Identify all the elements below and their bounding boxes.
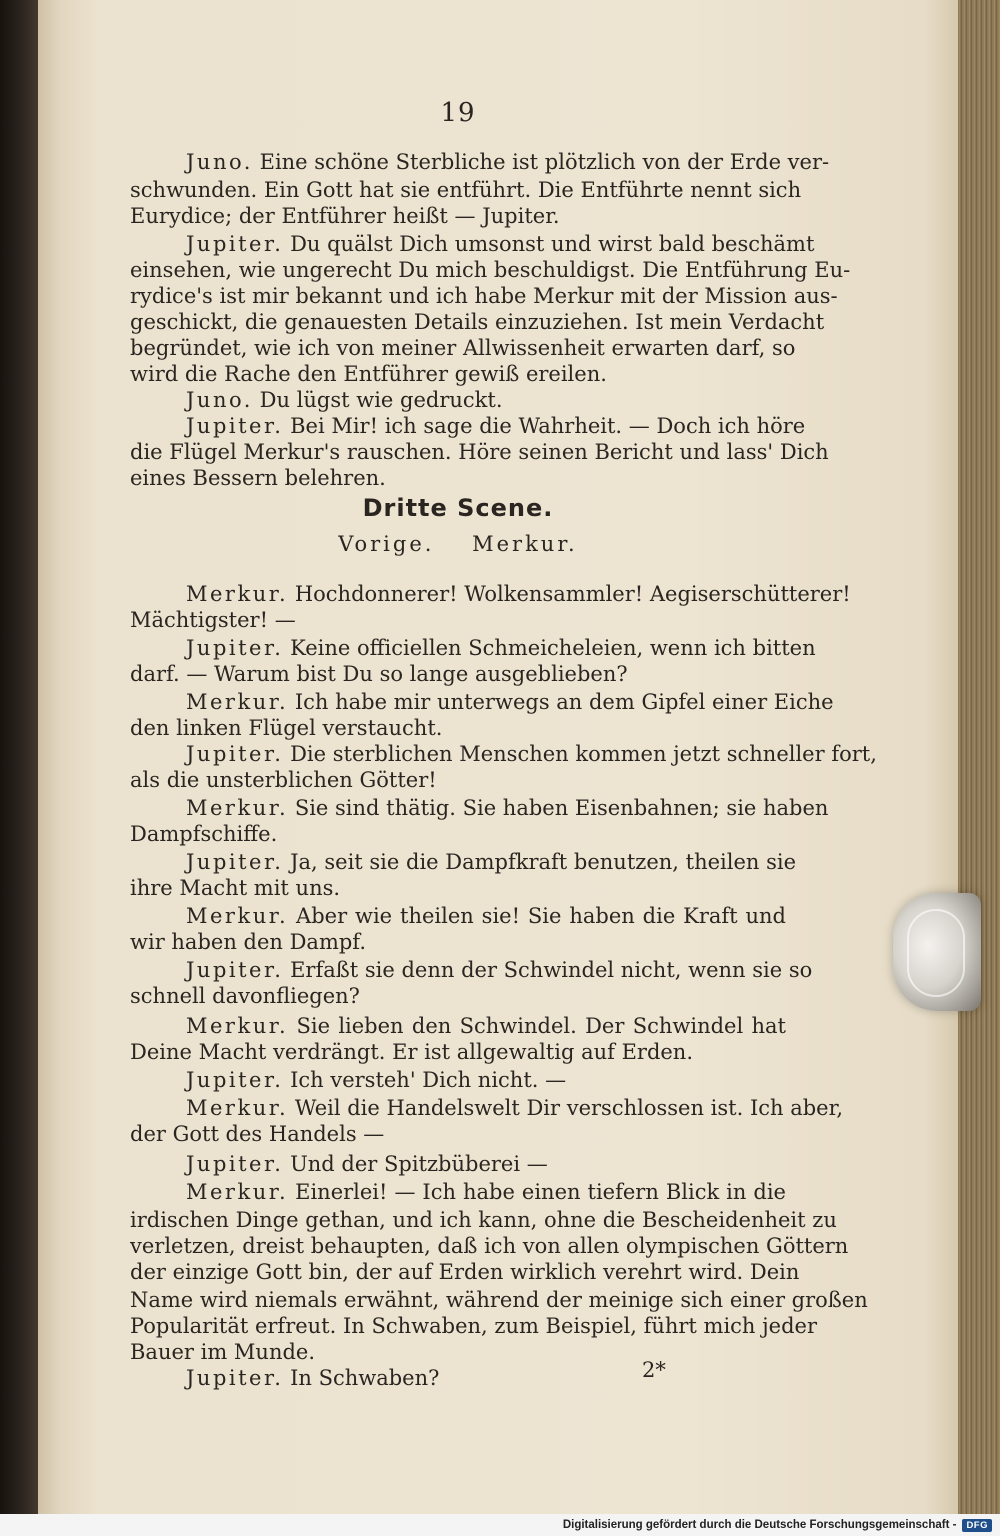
line-text: Ja, seit sie die Dampfkraft benutzen, theilen sie: [290, 850, 797, 874]
text-line: [130, 178, 802, 203]
text-line: [130, 336, 796, 361]
text-line: [130, 690, 834, 715]
text-line: [130, 876, 786, 901]
text-line: [130, 1340, 786, 1365]
speaker-name: Merkur.: [186, 904, 289, 928]
text-line: [130, 1040, 786, 1065]
line-text: irdischen Dinge gethan, und ich kann, ohne die Bescheidenheit zu: [130, 1208, 837, 1232]
text-line: [130, 414, 806, 439]
line-text: wird die Rache den Entführer gewiß ereilen.: [130, 362, 607, 386]
text-line: [130, 150, 830, 175]
text-line: [130, 768, 786, 793]
line-text: Ich habe mir unterwegs an dem Gipfel einer Eiche: [294, 690, 834, 714]
line-text: geschickt, die genauesten Details einzuziehen. Ist mein Verdacht: [130, 310, 825, 334]
line-text: begründet, wie ich von meiner Allwissenheit erwarten darf, so: [130, 336, 796, 360]
line-text: Bei Mir! ich sage die Wahrheit. — Doch ich höre: [290, 414, 806, 438]
text-line: [130, 1260, 800, 1285]
text-line: [130, 636, 816, 661]
speaker-name: Juno.: [186, 150, 253, 174]
speaker-name: Jupiter.: [186, 850, 284, 874]
text-line: [130, 582, 851, 607]
text-line: [130, 1180, 786, 1205]
line-text: Die sterblichen Menschen kommen jetzt schneller fort,: [290, 742, 877, 766]
speaker-name: Jupiter.: [186, 1068, 284, 1092]
text-line: [130, 1366, 786, 1391]
line-text: Dampfschiffe.: [130, 822, 278, 846]
text-line: [130, 958, 813, 983]
line-text: Sie sind thätig. Sie haben Eisenbahnen; sie haben: [294, 796, 829, 820]
line-text: schnell davonfliegen?: [130, 984, 360, 1008]
line-text: Du lügst wie gedruckt.: [259, 388, 503, 412]
line-text: Ich versteh' Dich nicht. —: [290, 1068, 567, 1092]
line-text: Popularität erfreut. In Schwaben, zum Beispiel, führt mich jeder: [130, 1314, 817, 1338]
line-text: Bauer im Munde.: [130, 1340, 316, 1364]
text-line: [130, 822, 786, 847]
page-clip: [893, 893, 981, 1011]
book-gutter: [0, 0, 42, 1536]
speaker-name: Merkur.: [186, 582, 289, 606]
speaker-name: Jupiter.: [186, 636, 284, 660]
footer: [563, 1516, 992, 1534]
line-text: Du quälst Dich umsonst und wirst bald beschämt: [290, 232, 815, 256]
text-line: [130, 1152, 786, 1177]
line-text: Mächtigster! —: [130, 608, 296, 632]
line-text: Aber wie theilen sie! Sie haben die Kraft und: [296, 904, 786, 928]
text-line: [130, 904, 786, 929]
speaker-name: Jupiter.: [186, 742, 284, 766]
line-text: eines Bessern belehren.: [130, 466, 386, 490]
line-text: wir haben den Dampf.: [130, 930, 367, 954]
text-line: [130, 388, 786, 413]
speaker-name: Jupiter.: [186, 414, 284, 438]
text-line: [130, 930, 786, 955]
page-number: 19: [440, 98, 476, 128]
speaker-name: Merkur.: [186, 1014, 289, 1038]
text-line: [130, 440, 829, 465]
speaker-name: Merkur.: [186, 1096, 289, 1120]
speaker-name: Jupiter.: [186, 232, 284, 256]
line-text: verletzen, dreist behaupten, daß ich von allen olympischen Göttern: [130, 1234, 849, 1258]
line-text: schwunden. Ein Gott hat sie entführt. Die Entführte nennt sich: [130, 178, 802, 202]
line-text: Name wird niemals erwähnt, während der meinige sich einer großen: [130, 1288, 868, 1312]
speaker-name: Merkur.: [186, 796, 289, 820]
line-text: darf. — Warum bist Du so lange ausgeblieben?: [130, 662, 628, 686]
scene-heading: Dritte Scene.: [362, 494, 554, 522]
speaker-name: Jupiter.: [186, 1152, 284, 1176]
text-line: [130, 1096, 843, 1121]
text-line: [130, 1314, 817, 1339]
line-text: Weil die Handelswelt Dir verschlossen ist. Ich aber,: [294, 1096, 843, 1120]
text-line: [130, 204, 786, 229]
line-text: Sie lieben den Schwindel. Der Schwindel hat: [296, 1014, 786, 1038]
text-line: [130, 1014, 786, 1039]
text-line: [130, 362, 786, 387]
text-line: [130, 796, 829, 821]
text-line: [130, 1122, 786, 1147]
line-text: als die unsterblichen Götter!: [130, 768, 437, 792]
speaker-name: Merkur.: [186, 1180, 289, 1204]
text-line: [130, 742, 877, 767]
footer-text: Digitalisierung gefördert durch die Deutsche Forschungsgemeinschaft -: [562, 1519, 957, 1531]
line-text: einsehen, wie ungerecht Du mich beschuldigst. Die Entführung Eu-: [130, 258, 851, 282]
text-line: [130, 232, 815, 257]
line-text: Einerlei! — Ich habe einen tiefern Blick in die: [295, 1180, 786, 1204]
line-text: den linken Flügel verstaucht.: [130, 716, 443, 740]
scene-cast: Vorige. Merkur.: [338, 532, 578, 556]
line-text: Und der Spitzbüberei —: [290, 1152, 548, 1176]
text-line: [130, 1208, 837, 1233]
dfg-logo[interactable]: DFG: [962, 1519, 992, 1532]
text-line: [130, 1288, 868, 1313]
text-line: [130, 984, 786, 1009]
signature-mark: 2*: [642, 1358, 666, 1382]
text-line: [130, 1068, 786, 1093]
line-text: Eine schöne Sterbliche ist plötzlich von der Erde ver-: [259, 150, 830, 174]
text-line: [130, 466, 786, 491]
line-text: rydice's ist mir bekannt und ich habe Merkur mit der Mission aus-: [130, 284, 838, 308]
speaker-name: Juno.: [186, 388, 253, 412]
speaker-name: Merkur.: [186, 690, 289, 714]
line-text: Hochdonnerer! Wolkensammler! Aegiserschütterer!: [294, 582, 851, 606]
line-text: Erfaßt sie denn der Schwindel nicht, wenn sie so: [290, 958, 813, 982]
line-text: Keine officiellen Schmeicheleien, wenn ich bitten: [290, 636, 816, 660]
line-text: der Gott des Handels —: [130, 1122, 385, 1146]
line-text: die Flügel Merkur's rauschen. Höre seinen Bericht und lass' Dich: [130, 440, 829, 464]
text-line: [130, 662, 786, 687]
line-text: In Schwaben?: [290, 1366, 440, 1390]
text-line: [130, 608, 786, 633]
page-edges: [958, 0, 1000, 1514]
text-line: [130, 284, 838, 309]
line-text: Eurydice; der Entführer heißt — Jupiter.: [130, 204, 560, 228]
line-text: der einzige Gott bin, der auf Erden wirklich verehrt wird. Dein: [130, 1260, 800, 1284]
line-text: ihre Macht mit uns.: [130, 876, 341, 900]
text-line: [130, 258, 851, 283]
speaker-name: Jupiter.: [186, 1366, 284, 1390]
text-line: [130, 1234, 849, 1259]
text-line: [130, 850, 797, 875]
line-text: Deine Macht verdrängt. Er ist allgewaltig auf Erden.: [130, 1040, 694, 1064]
text-line: [130, 310, 825, 335]
speaker-name: Jupiter.: [186, 958, 284, 982]
text-line: [130, 716, 786, 741]
